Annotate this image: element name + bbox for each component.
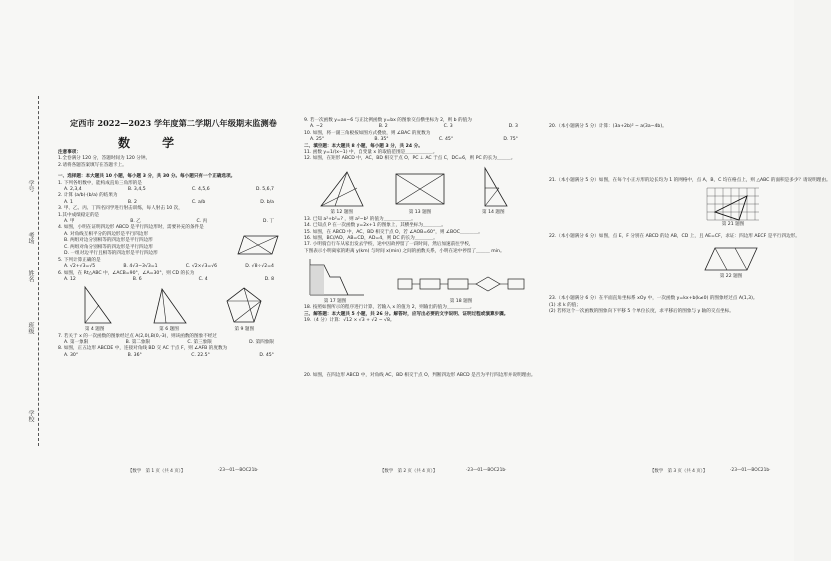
- option: A. 2,3,4: [64, 187, 82, 193]
- option: C. 45°: [438, 137, 454, 143]
- question-2: 2. 计算 (a/b)·(b/a) 的结果为: [58, 193, 118, 199]
- figure-block: [148, 285, 190, 333]
- figure-caption: 第 14 题图: [482, 210, 505, 216]
- binding-label-id: 学号: [27, 180, 34, 192]
- question-13: 13. 已知 a²+b²=? ，则 a²−b² 的值为＿＿＿＿＿＿。: [304, 216, 416, 222]
- option: D. 一组对边平行且相等的四边形是平行四边形: [64, 251, 158, 257]
- figure-q18-flowchart: [396, 269, 526, 299]
- question-10: 10. 如图，将一副三角板按如图方式叠放，则 ∠BAC 的度数为: [304, 130, 431, 136]
- binding-label-class: 班级: [27, 322, 34, 334]
- figure-block: [75, 285, 115, 333]
- option: B. 第二象限: [125, 339, 151, 345]
- option: D. 丁: [262, 219, 274, 225]
- option: B. 6: [132, 277, 142, 283]
- figure-q12-triangle: [317, 166, 367, 210]
- option: C. a/b: [191, 199, 206, 205]
- question-7: 7. 若关于 x 的一次函数的图象经过点 A(2,0),B(0,-3)，则该函数的图象不经过: [58, 333, 217, 339]
- option: A. 25°: [310, 137, 325, 143]
- section-heading: 一、选择题：本大题共 10 小题，每小题 3 分，共 30 分。每小题只有一个正确选项。: [58, 174, 236, 180]
- figure-block: [317, 166, 367, 216]
- question-12: 12. 如图，在矩形 ABCD 中，AC，BD 相交于点 O，PC ⊥ AC 于点 C，DC=6，则 PC 的长为＿＿＿。: [304, 156, 516, 162]
- question-20-b: 20.（本小题满分 5 分）计算：(3a+2b)² − a(3a−4b)。: [549, 124, 667, 129]
- figure-caption: 第 9 题图: [234, 327, 255, 333]
- binding-label-school: 学校: [27, 410, 34, 422]
- figure-block: [396, 269, 526, 305]
- option: A. 甲: [64, 219, 75, 225]
- question-4-body: [58, 232, 282, 258]
- option: C. 第三象限: [187, 339, 212, 345]
- notice-item: 2.请将各题答案填写在答题卡上。: [58, 162, 127, 168]
- question-23-part1: (1) 求 k 的值；: [549, 302, 581, 308]
- option: D. b/a: [260, 199, 274, 205]
- option: D. 第四象限: [249, 339, 274, 345]
- figure-q13-rectangle: [392, 166, 448, 210]
- question-19: 19.（4 分）计算：√12 × √3 + √2 − √8。: [304, 318, 395, 324]
- question-3-cont: 1.其中成绩稳定的是: [58, 212, 100, 218]
- figure-caption: 第 12 题图: [330, 210, 353, 216]
- option: A. −2: [310, 124, 323, 130]
- option: B. 35°: [374, 137, 389, 143]
- figures-row-1: [58, 284, 282, 334]
- question-16: 16. 如图，BC//AD，AB=CD，AD=4，则 DC 的长为＿＿＿＿。: [304, 236, 438, 242]
- figure-block: [473, 166, 513, 216]
- option: B. 4√3−3√3=1: [123, 264, 158, 270]
- option: D. 8: [264, 277, 274, 283]
- option: B. 3,4,5: [127, 187, 146, 193]
- option: C. 4,5,6: [191, 187, 210, 193]
- option: A. 12: [64, 277, 76, 283]
- option: A. √2+√3=√5: [64, 264, 96, 270]
- figure-q4-triangle: [75, 285, 115, 327]
- figure-block: [705, 186, 761, 228]
- option: A. 30°: [64, 352, 79, 358]
- section-heading: 三、解答题：本大题共 5 小题，共 26 分。解答时，应写出必要的文字说明、证明过程或演算步骤。: [304, 311, 509, 317]
- question-17: 17. 小明骑自行车从家出发去学校，途中因故停留了一段时间，然后加速前往学校，: [304, 242, 474, 248]
- page-code-2: ·23—01—BOC21b·: [466, 468, 507, 473]
- question-23: 23.（本小题满分 6 分）在平面直角坐标系 xOy 中，一次函数 y=kx+b(k≠0) 的图象经过点 A(1,3)。: [549, 296, 758, 302]
- option: D. 75°: [503, 137, 518, 143]
- question-18: 18. 按照如图所示的程序进行计算，若输入 x 的值为 2，则输出的值为＿＿＿＿＿。: [304, 305, 475, 311]
- section-heading: 二、填空题：本大题共 8 小题，每小题 3 分，共 24 分。: [304, 143, 423, 149]
- figures-row-2: [304, 163, 526, 217]
- figure-q14-triangle: [473, 166, 513, 210]
- option: D. 45°: [259, 352, 274, 358]
- page-1-column: [58, 150, 282, 359]
- option: A. 第一象限: [64, 339, 89, 345]
- figure-q9-pentagon: [223, 285, 265, 327]
- figure-q21-grid: [705, 186, 761, 222]
- option: B. 2: [378, 124, 388, 130]
- option: B. 2: [127, 199, 137, 205]
- figures-row-3: [304, 255, 526, 305]
- figure-block: [392, 166, 448, 216]
- binding-label-room: 考场: [27, 232, 34, 244]
- question-17-cont: 下图表示小明离家的距离 y(km) 与时间 x(min) 之间的函数关系，小明在途中停留了＿＿＿ min。: [304, 248, 505, 254]
- figure-q22-parallelogram: [701, 244, 761, 274]
- figure-block: [223, 285, 265, 333]
- option: C. 3: [443, 124, 453, 130]
- figure-block: [701, 244, 761, 280]
- question-8: 8. 如图，正五边形 ABCDE 中，连接对角线 BD 交 AC 于点 F，则 ∠AFB 的度数为: [58, 346, 228, 352]
- figure-caption: 第 13 题图: [408, 210, 432, 216]
- option: B. 36°: [127, 352, 142, 358]
- page-code-1: ·23—01—BOC21b·: [218, 468, 259, 473]
- option: B. 两组对边分别相等的四边形是平行四边形: [64, 238, 153, 244]
- figure-q6-triangle: [148, 285, 190, 327]
- page-footer-1: 【数学 第 1 页（共 4 页）】: [128, 469, 186, 474]
- question-8-options: [58, 353, 282, 359]
- option: D. 3: [508, 124, 518, 130]
- option: B. 乙: [130, 219, 141, 225]
- notice-item: 1.全卷满分 120 分，答题时间为 120 分钟。: [58, 156, 151, 162]
- exam-subject: 数 学: [118, 136, 189, 150]
- page-footer-2: 【数学 第 2 页（共 4 页）】: [380, 469, 438, 474]
- question-22: 22.（本小题满分 6 分）如图，点 E，F 分别在 ABCD 的边 AB，CD 上，且 AE=CF，求证：四边形 AECF 是平行四边形。: [549, 233, 800, 239]
- figure-caption: 第 6 题图: [159, 327, 179, 333]
- figure-q17-graph: [304, 257, 366, 299]
- question-15: 15. 如图，在 ABCD 中，AC，BD 相交于点 O，若 ∠AOB=60°，则 ∠BOC＿＿＿＿。: [304, 229, 483, 235]
- page-2-column: [304, 118, 536, 379]
- option: C. 丙: [196, 219, 208, 225]
- question-20: 20. 如图，在四边形 ABCD 中，对角线 AC，BD 相交于点 O，判断四边形 ABCD 是否为平行四边形并说明理由。: [304, 372, 536, 378]
- question-11: 11. 函数 y=1/(x−1) 中，自变量 x 的取值范围是＿＿＿＿＿＿。: [304, 150, 438, 156]
- question-23-part2: (2) 若将这个一次函数的图象向下平移 5 个单位长度，求平移后的图象与 y 轴的交点坐标。: [549, 309, 734, 315]
- option: A. 1: [64, 199, 73, 205]
- figure-block: [304, 257, 366, 305]
- figure-caption: 第 22 题图: [719, 273, 743, 279]
- question-1: 1. 下列各组数中，能构成直角三角形的是: [58, 180, 142, 186]
- figure-row-22: [549, 240, 771, 280]
- figure-caption: 第 21 题图: [721, 222, 745, 228]
- exam-title: 定西市 2022—2023 学年度第二学期八年级期末监测卷: [70, 118, 277, 128]
- option: D. √8÷√2=4: [245, 264, 274, 270]
- figure-caption: 第 17 题图: [323, 298, 347, 304]
- question-5: 5. 下列计算正确的是: [58, 257, 101, 263]
- page-code-3: ·23—01—BOC21b·: [730, 468, 771, 473]
- question-21: 21.（本小题满分 5 分）如图，在每个小正方形的边长均为 1 的网格中，点 A，B，C 均在格点上，则 △ABC 的面积是多少？请说明理由。: [549, 178, 831, 184]
- binding-line: [38, 96, 39, 446]
- figure-q4-parallelogram: [236, 232, 282, 258]
- option: A. 对角线互相平分的四边形是平行四边形: [64, 231, 149, 237]
- question-4: 4. 如图，小明在证明四边形 ABCD 是平行四边形时，需要补充的条件是: [58, 225, 204, 231]
- option: D. 5,6,7: [255, 187, 274, 193]
- page-3-column: [549, 124, 831, 315]
- question-3: 3. 甲、乙、丙、丁四名同学进行射击训练，每人射击 10 次，: [58, 206, 183, 212]
- figure-caption: 第 4 题图: [84, 327, 105, 333]
- option: C. √2×√3=√6: [185, 264, 218, 270]
- notice-heading: 注意事项：: [58, 150, 81, 155]
- option: C. 4: [198, 277, 208, 283]
- page-footer-3: 【数学 第 3 页（共 4 页）】: [650, 469, 708, 474]
- question-14: 14. 已知点 P 在一次函数 y=2x+1 的图象上，其横坐标为＿＿＿＿。: [304, 223, 447, 229]
- question-6: 6. 如图，在 Rt△ABC 中，∠ACB=90°，∠A=30°，则 CD 的长为: [58, 270, 195, 276]
- binding-label-name: 姓名: [27, 270, 34, 282]
- question-9: 9. 若一次函数 y=ax−6 与正比例函数 y=bx 的图象交点横坐标为 2，则 b 的值为: [304, 118, 472, 123]
- option: C. 22.5°: [191, 352, 210, 358]
- figure-caption: 第 18 题图: [449, 298, 473, 304]
- figure-row-21: [549, 185, 771, 229]
- option: C. 两组对角分别相等的四边形是平行四边形: [64, 244, 153, 250]
